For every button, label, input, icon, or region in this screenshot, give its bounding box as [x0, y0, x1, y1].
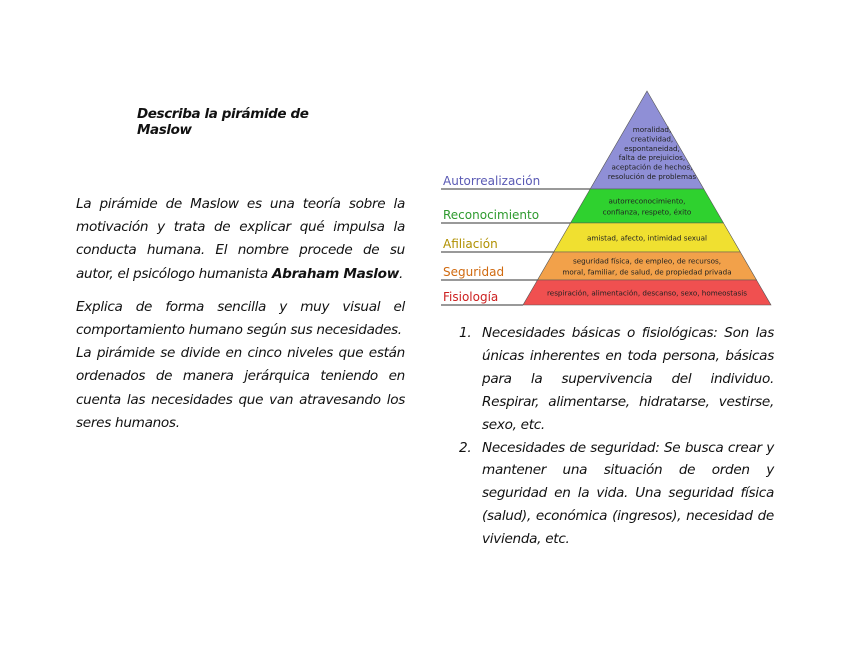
level-description: moralidad,	[632, 125, 672, 134]
level-label: Afiliación	[443, 237, 498, 251]
level-description: moral, familiar, de salud, de propiedad privada	[562, 267, 732, 277]
list-number: 2.	[459, 439, 472, 456]
level-label: Reconocimiento	[443, 208, 540, 222]
level-description: autorreconocimiento,	[608, 196, 686, 206]
author-name: Abraham Maslow	[271, 265, 399, 282]
level-description: resolución de problemas	[607, 172, 697, 181]
pyramid-level-2	[571, 189, 724, 223]
intro-text: La pirámide de Maslow es una teoría sobre la motivación y trata de explicar qué impulsa la conducta humana. El nombre procede de su autor, el psicólogo humanista	[76, 196, 405, 282]
right-column	[459, 322, 774, 551]
level-description: respiración, alimentación, descanso, sexo, homeostasis	[546, 288, 748, 298]
list-item	[459, 322, 774, 437]
intro-end: .	[398, 265, 403, 282]
pyramid-graphic	[441, 88, 776, 310]
intro-paragraph	[76, 193, 405, 286]
list-item	[459, 437, 774, 552]
level-label: Seguridad	[443, 265, 505, 279]
level-description: falta de prejuicios,	[618, 153, 686, 163]
level-description: espontaneidad,	[624, 143, 680, 153]
level-description: confianza, respeto, éxito	[602, 207, 692, 217]
list-text: Necesidades básicas o fisiológicas: Son las únicas inherentes en toda persona, básicas para la supervivencia del individuo. Respirar, alimentarse, hidratarse, vestirse, sexo, etc.	[482, 325, 774, 433]
levels-paragraph: La pirámide se divide en cinco niveles que están ordenados de manera jerárquica teniendo en cuenta las necesidades que van atravesando los seres humanos.	[76, 345, 405, 431]
level-label: Autorrealización	[443, 174, 541, 188]
explain-paragraph: Explica de forma sencilla y muy visual el comportamiento humano según sus necesidades.	[76, 298, 405, 339]
document-title: Describa la pirámide de Maslow	[137, 106, 309, 138]
level-description: amistad, afecto, intimidad sexual	[586, 233, 708, 243]
level-description: aceptación de hechos,	[611, 162, 693, 172]
level-description: creatividad,	[630, 134, 674, 144]
left-column	[76, 193, 405, 435]
maslow-pyramid	[441, 88, 776, 310]
list-number: 1.	[459, 325, 472, 341]
level-label: Fisiología	[443, 290, 499, 304]
level-description: seguridad física, de empleo, de recursos,	[572, 256, 722, 266]
list-text: Necesidades de seguridad: Se busca crear y mantener una situación de orden y seguridad en la vida. Una seguridad física (salud), económica (ingresos), necesidad de vivienda, etc.	[482, 439, 774, 548]
needs-list	[459, 322, 774, 551]
